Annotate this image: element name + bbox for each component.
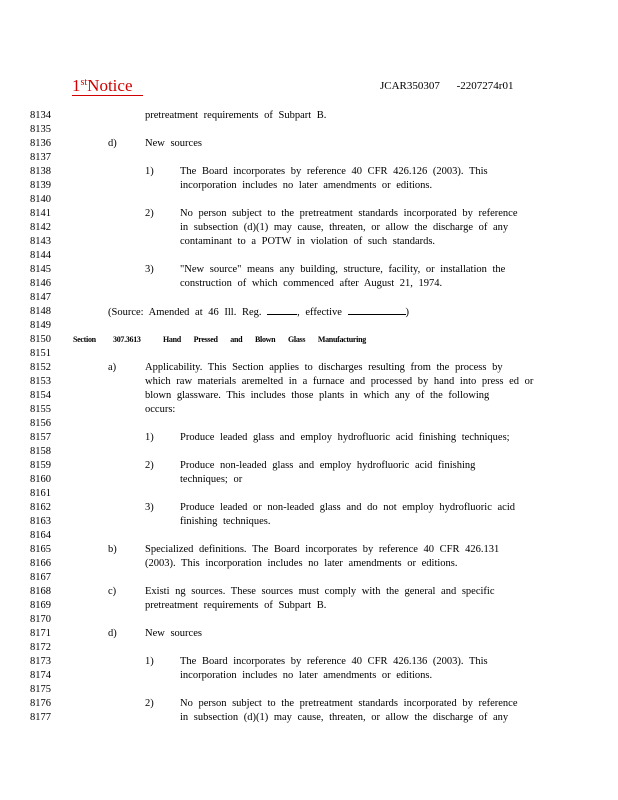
line xyxy=(0,305,618,319)
line-text: No person subject to the pretreatment standards incorporated by reference xyxy=(180,208,518,219)
line xyxy=(0,291,618,305)
line-number: 8146 xyxy=(30,278,51,289)
line-text: incorporation includes no later amendments or editions. xyxy=(180,670,433,681)
line-text: techniques; or xyxy=(180,474,243,485)
line-number: 8143 xyxy=(30,236,51,247)
line xyxy=(0,235,618,249)
item-marker: 3) xyxy=(145,502,154,513)
line-number: 8170 xyxy=(30,614,51,625)
line-text: New sources xyxy=(145,628,202,639)
line-text: pretreatment requirements of Subpart B. xyxy=(145,110,327,121)
line-text: which raw materials aremelted in a furnace and processed by hand into press ed or xyxy=(145,376,534,387)
line-number: 8154 xyxy=(30,390,51,401)
line-text: Specialized definitions. The Board incorporates by reference 40 CFR 426.131 xyxy=(145,544,500,555)
line-number: 8160 xyxy=(30,474,51,485)
line xyxy=(0,501,618,515)
item-marker: 2) xyxy=(145,460,154,471)
subsection-marker: b) xyxy=(108,544,117,555)
line xyxy=(0,137,618,151)
source-close-paren: ) xyxy=(405,307,410,318)
line-text: finishing techniques. xyxy=(180,516,271,527)
line-number: 8153 xyxy=(30,376,51,387)
line xyxy=(0,641,618,655)
notice-word: Notice xyxy=(87,76,133,95)
line xyxy=(0,123,618,137)
line-number: 8147 xyxy=(30,292,51,303)
line xyxy=(0,613,618,627)
line xyxy=(0,655,618,669)
line-text: (2003). This incorporation includes no later amendments or editions. xyxy=(145,558,458,569)
line xyxy=(0,571,618,585)
line-text: Applicability. This Section applies to discharges resulting from the process by xyxy=(145,362,503,373)
line xyxy=(0,403,618,417)
section-label: Section xyxy=(73,335,96,344)
line xyxy=(0,193,618,207)
line-text: Produce leaded glass and employ hydrofluoric acid finishing techniques; xyxy=(180,432,510,443)
line-text: blown glassware. This includes those plants in which any of the following xyxy=(145,390,490,401)
notice-ordinal: st xyxy=(80,77,88,88)
source-effective-text: , effective xyxy=(297,307,342,318)
line-number: 8167 xyxy=(30,572,51,583)
line-text: pretreatment requirements of Subpart B. xyxy=(145,600,327,611)
line-text: Produce leaded or non-leaded glass and do not employ hydrofluoric acid xyxy=(180,502,515,513)
line xyxy=(0,319,618,333)
line-number: 8139 xyxy=(30,180,51,191)
line-number: 8156 xyxy=(30,418,51,429)
item-marker: 2) xyxy=(145,698,154,709)
line-number: 8171 xyxy=(30,628,51,639)
line-text: occurs: xyxy=(145,404,176,415)
effective-date-blank xyxy=(348,305,406,315)
line-text: contaminant to a POTW in violation of such standards. xyxy=(180,236,436,247)
item-marker: 1) xyxy=(145,432,154,443)
item-marker: 1) xyxy=(145,656,154,667)
line-number: 8150 xyxy=(30,334,51,345)
line xyxy=(0,389,618,403)
line-number: 8145 xyxy=(30,264,51,275)
line-number: 8162 xyxy=(30,502,51,513)
line xyxy=(0,207,618,221)
line-text: "New source" means any building, structure, facility, or installation the xyxy=(180,264,506,275)
document-code: JCAR350307 -2207274r01 xyxy=(380,80,514,92)
line-number: 8175 xyxy=(30,684,51,695)
line-number: 8138 xyxy=(30,166,51,177)
line xyxy=(0,683,618,697)
line xyxy=(0,179,618,193)
line-number: 8137 xyxy=(30,152,51,163)
line xyxy=(0,165,618,179)
line xyxy=(0,459,618,473)
register-page-blank xyxy=(267,305,297,315)
line xyxy=(0,361,618,375)
line-number: 8151 xyxy=(30,348,51,359)
notice-number: 1 xyxy=(72,76,81,95)
line-text: The Board incorporates by reference 40 CFR 426.136 (2003). This xyxy=(180,656,488,667)
line-number: 8172 xyxy=(30,642,51,653)
line xyxy=(0,445,618,459)
line-number: 8135 xyxy=(30,124,51,135)
line xyxy=(0,669,618,683)
line-number: 8163 xyxy=(30,516,51,527)
line xyxy=(0,109,618,123)
line-number: 8166 xyxy=(30,558,51,569)
subsection-marker: a) xyxy=(108,362,117,373)
line xyxy=(0,599,618,613)
line xyxy=(0,431,618,445)
item-marker: 2) xyxy=(145,208,154,219)
line-text: in subsection (d)(1) may cause, threaten, or allow the discharge of any xyxy=(180,222,509,233)
section-heading-line xyxy=(0,333,618,347)
line-text: in subsection (d)(1) may cause, threaten, or allow the discharge of any xyxy=(180,712,509,723)
line xyxy=(0,417,618,431)
line-number: 8161 xyxy=(30,488,51,499)
subsection-marker: d) xyxy=(108,628,117,639)
line-number: 8158 xyxy=(30,446,51,457)
line-number: 8164 xyxy=(30,530,51,541)
item-marker: 1) xyxy=(145,166,154,177)
line-number: 8152 xyxy=(30,362,51,373)
subsection-marker: d) xyxy=(108,138,117,149)
line xyxy=(0,557,618,571)
section-title: Hand Pressed and Blown Glass Manufacturing xyxy=(163,335,366,344)
line-number: 8174 xyxy=(30,670,51,681)
line-number: 8141 xyxy=(30,208,51,219)
line xyxy=(0,151,618,165)
line xyxy=(0,221,618,235)
line-number: 8136 xyxy=(30,138,51,149)
line-text: Existi ng sources. These sources must comply with the general and specific xyxy=(145,586,495,597)
line xyxy=(0,347,618,361)
line-number: 8177 xyxy=(30,712,51,723)
line xyxy=(0,543,618,557)
line-text: incorporation includes no later amendments or editions. xyxy=(180,180,433,191)
line-number: 8148 xyxy=(30,306,51,317)
line xyxy=(0,375,618,389)
source-note-text: (Source: Amended at 46 Ill. Reg. xyxy=(108,307,262,318)
line-number: 8169 xyxy=(30,600,51,611)
line-number: 8165 xyxy=(30,544,51,555)
line xyxy=(0,277,618,291)
line-number: 8168 xyxy=(30,586,51,597)
line xyxy=(0,515,618,529)
line-text: Produce non-leaded glass and employ hydrofluoric acid finishing xyxy=(180,460,476,471)
line xyxy=(0,487,618,501)
line-number: 8176 xyxy=(30,698,51,709)
line-number: 8134 xyxy=(30,110,51,121)
line xyxy=(0,627,618,641)
line xyxy=(0,529,618,543)
line-text: construction of which commenced after August 21, 1974. xyxy=(180,278,443,289)
line xyxy=(0,697,618,711)
item-marker: 3) xyxy=(145,264,154,275)
line-number: 8155 xyxy=(30,404,51,415)
line-text: The Board incorporates by reference 40 CFR 426.126 (2003). This xyxy=(180,166,488,177)
line xyxy=(0,585,618,599)
line-number: 8149 xyxy=(30,320,51,331)
line-number: 8144 xyxy=(30,250,51,261)
line xyxy=(0,711,618,725)
line xyxy=(0,249,618,263)
line xyxy=(0,263,618,277)
line-number: 8140 xyxy=(30,194,51,205)
line-number: 8173 xyxy=(30,656,51,667)
line-text: New sources xyxy=(145,138,202,149)
source-note xyxy=(108,305,409,320)
line-text: No person subject to the pretreatment standards incorporated by reference xyxy=(180,698,518,709)
section-number: 307.3613 xyxy=(113,335,141,344)
line xyxy=(0,473,618,487)
notice-title xyxy=(72,73,143,96)
line-number: 8142 xyxy=(30,222,51,233)
line-number: 8159 xyxy=(30,460,51,471)
subsection-marker: c) xyxy=(108,586,117,597)
line-number: 8157 xyxy=(30,432,51,443)
